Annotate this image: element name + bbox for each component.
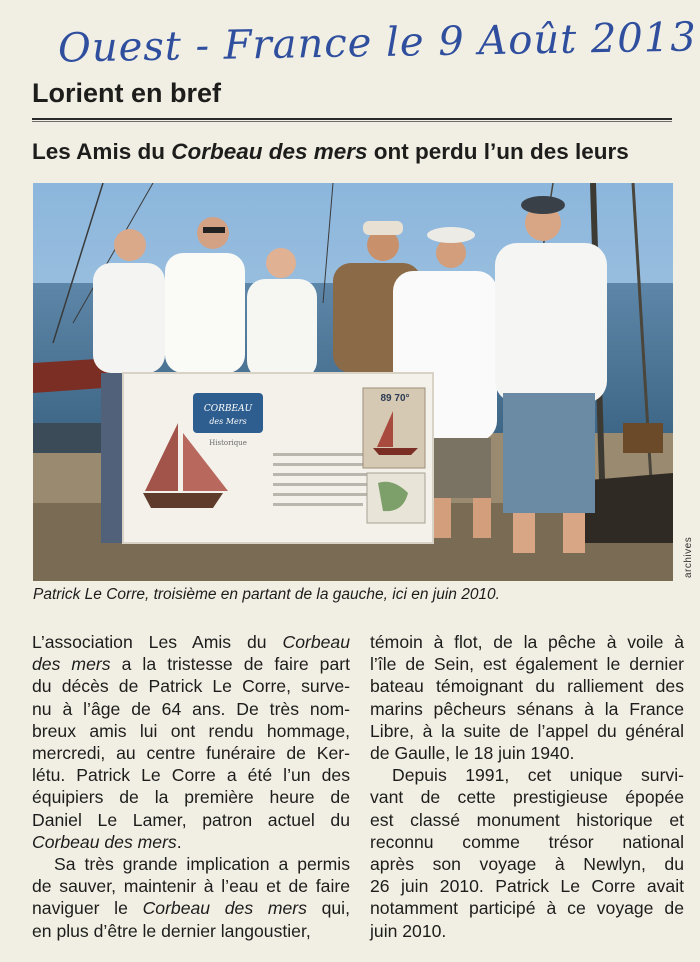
boat-cabin	[623, 423, 663, 453]
headline-part1: Les Amis du	[32, 139, 172, 164]
headline-boat-name: Corbeau des mers	[171, 139, 368, 164]
text-run: témoin à flot, de la pêche à voile à	[370, 632, 684, 652]
left-col-line	[32, 698, 350, 720]
text-run: juin 2010.	[370, 920, 447, 941]
text-run: est classé monument historique et	[370, 809, 684, 830]
historical-display-panel	[123, 373, 433, 543]
right-col-line	[370, 831, 684, 853]
text-run: marins pêcheurs sénans à la France	[370, 698, 684, 719]
text-run: équipiers de la première heure de	[32, 787, 350, 808]
left-col-line	[32, 875, 350, 897]
photo-caption: Patrick Le Corre, troisième en partant de la gauche, ici en juin 2010.	[33, 586, 500, 603]
photo-credit: archives	[683, 536, 694, 578]
right-col-line	[370, 675, 684, 697]
left-col-line	[32, 653, 350, 675]
text-run: Libre, à la suite de l’appel du général	[370, 720, 684, 741]
article-column-right	[370, 631, 684, 942]
panel-title-line1: CORBEAU	[203, 404, 253, 414]
left-col-line	[32, 631, 350, 653]
italic-boat-name: Corbeau	[282, 632, 350, 652]
text-run: Sa très grande implication a permis	[54, 854, 350, 875]
text-run: du décès de Patrick Le Corre, surve-	[32, 676, 350, 697]
left-col-line	[32, 786, 350, 808]
group-photo-illustration	[33, 183, 673, 581]
handwritten-date-note: Ouest - France le 9 Août 2013	[57, 14, 698, 72]
panel-subtitle: Historique	[209, 439, 247, 447]
text-run: .	[176, 831, 182, 852]
right-col-line	[370, 631, 684, 653]
text-run: reconnu comme trésor national	[370, 831, 684, 852]
section-rule	[32, 118, 672, 120]
text-run: nu à l’âge de 64 ans. De très nom-	[32, 698, 350, 719]
text-run: Depuis 1991, cet unique survi-	[392, 765, 684, 786]
left-col-line	[32, 920, 350, 942]
text-run: Daniel Le Lamer, patron actuel du	[32, 809, 350, 830]
text-run: de Gaulle, le 18 juin 1940.	[370, 743, 575, 764]
right-col-line	[370, 742, 684, 764]
right-col-line	[370, 897, 684, 919]
text-run: après son voyage à Newlyn, du	[370, 854, 684, 875]
left-col-line	[32, 742, 350, 764]
left-col-line	[32, 897, 350, 919]
text-run: bateau témoignant du ralliement des	[370, 676, 684, 697]
left-col-line	[32, 675, 350, 697]
right-col-line	[370, 653, 684, 675]
italic-boat-name: des mers	[32, 654, 111, 675]
right-col-line	[370, 853, 684, 875]
stamp-boat	[373, 448, 418, 455]
left-col-line	[32, 831, 350, 853]
section-title: Lorient en bref	[32, 78, 222, 108]
text-run: qui,	[306, 898, 350, 919]
right-col-line	[370, 875, 684, 897]
right-col-line	[370, 764, 684, 786]
right-col-line	[370, 809, 684, 831]
right-col-line	[370, 698, 684, 720]
panel-boat-hull	[143, 493, 223, 508]
text-run: mercredi, au centre funéraire de Ker-	[32, 743, 350, 764]
right-col-line	[370, 720, 684, 742]
panel-title-line2: des Mers	[209, 417, 247, 426]
right-col-line	[370, 786, 684, 808]
left-col-line	[32, 853, 350, 875]
text-run: létu. Patrick Le Corre a été l’un des	[32, 765, 350, 786]
text-run: naviguer le	[32, 898, 143, 919]
italic-boat-name: Corbeau des mers	[142, 898, 307, 919]
section-rule-thin	[32, 121, 672, 122]
text-run: L’association Les Amis du	[32, 632, 283, 652]
article-column-left	[32, 631, 350, 942]
text-run: de sauver, maintenir à l’eau et de faire	[32, 876, 350, 897]
headline-part2: ont perdu l’un des leurs	[367, 139, 629, 164]
italic-boat-name: Corbeau des mers	[32, 831, 177, 852]
text-run: vant de cette prestigieuse épopée	[370, 787, 684, 808]
left-col-line	[32, 764, 350, 786]
article-photo	[33, 183, 673, 581]
right-col-line	[370, 920, 684, 942]
text-run: breux amis lui ont rendu hommage,	[32, 720, 350, 741]
text-run: notamment participé à ce voyage de	[370, 898, 684, 919]
text-run: en plus d’être le dernier langoustier,	[32, 920, 311, 941]
left-col-line	[32, 809, 350, 831]
text-run: 26 juin 2010. Patrick Le Corre avait	[370, 876, 684, 897]
left-col-line	[32, 720, 350, 742]
person-6	[495, 196, 607, 553]
article-headline	[32, 137, 672, 167]
text-run: a la tristesse de faire part	[110, 654, 350, 675]
text-run: l’île de Sein, est également le dernier	[370, 654, 684, 675]
panel-stamp-value: 89 70°	[380, 393, 410, 404]
